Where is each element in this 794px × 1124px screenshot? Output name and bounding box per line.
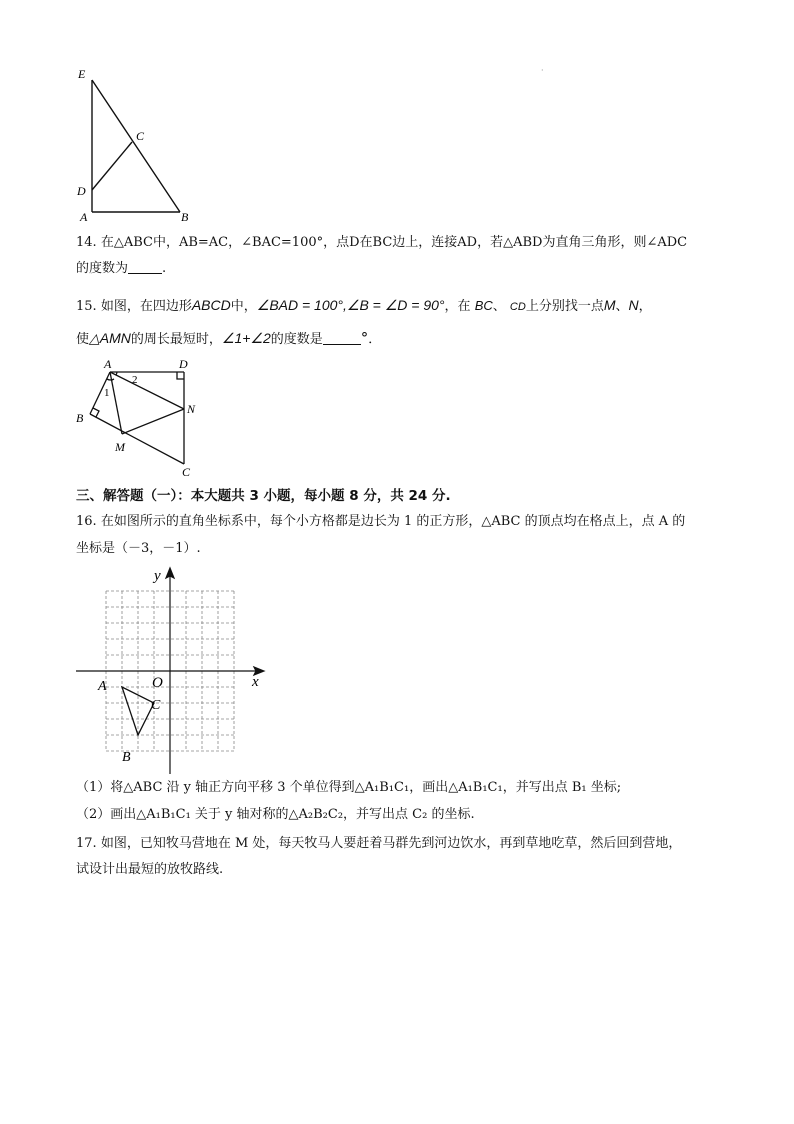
q17-text-1: 如图，已知牧马营地在 M 处，每天牧马人要赶着马群先到河边饮水，再到草地吃草，然后回到营地， <box>100 836 682 851</box>
label-b: B <box>181 210 189 224</box>
q15-angles: ∠BAD = 100°,∠B = ∠D = 90° <box>256 297 445 313</box>
label-m: M <box>115 440 125 454</box>
q15-text-d: 上分别找一点 <box>525 299 604 314</box>
label-e: E <box>78 67 86 81</box>
q16-sub1: （1）将△ABC 沿 y 轴正方向平移 3 个单位得到△A₁B₁C₁，画出△A₁B₁C₁，并写出点 B₁ 坐标; <box>76 780 622 795</box>
q14-line2 <box>76 261 166 277</box>
q17-line2: 试设计出最短的放牧路线. <box>76 862 224 877</box>
q14-end: . <box>162 261 167 276</box>
q15-number: 15. <box>76 299 97 314</box>
q15-sep2: 、 <box>615 299 629 314</box>
q15-degree: ° <box>360 329 369 347</box>
q15-m: M <box>603 297 616 313</box>
segment-eb <box>92 80 180 212</box>
label-a: A <box>104 357 112 371</box>
label-b: B <box>76 411 84 425</box>
q15-sum: ∠1+∠2 <box>221 330 271 346</box>
q15-text-2a: 使 <box>76 332 90 347</box>
label-a: A <box>98 679 107 694</box>
label-c: C <box>151 698 161 713</box>
q15-text-c: ，在 <box>444 299 471 314</box>
angle-arc-1 <box>107 379 114 380</box>
q16-sub2: （2）画出△A₁B₁C₁ 关于 y 轴对称的△A₂B₂C₂，并写出点 C₂ 的坐标. <box>76 807 475 822</box>
q15-answer-blank[interactable] <box>323 332 361 345</box>
label-d: D <box>179 357 188 371</box>
label-d: D <box>77 184 86 198</box>
q16-number: 16. <box>76 514 97 529</box>
right-angle-d <box>177 372 184 379</box>
segment-mn <box>122 409 184 434</box>
q14-answer-blank[interactable] <box>128 261 162 274</box>
q15-cd: CD <box>509 301 526 313</box>
label-c: C <box>136 129 145 143</box>
label-a: A <box>80 210 88 224</box>
q15-line1 <box>76 297 652 315</box>
q15-sep1: 、 <box>492 299 506 314</box>
triangle-figure-top <box>70 64 200 224</box>
q15-text-b: 中， <box>230 299 257 314</box>
segment-dc <box>92 142 132 190</box>
q15-text-a: 如图，在四边形 <box>100 299 192 314</box>
q15-n: N <box>628 297 639 313</box>
stray-dot: · <box>541 66 544 75</box>
label-x: x <box>252 674 259 690</box>
label-origin: O <box>152 675 163 691</box>
label-angle-1: 1 <box>104 387 110 399</box>
label-n: N <box>187 402 196 416</box>
quadrilateral-figure <box>70 352 210 482</box>
y-axis-arrow <box>166 568 174 578</box>
q15-bc: BC <box>474 298 493 313</box>
segment-an <box>110 372 184 409</box>
q16-line2: 坐标是（－3，－1）. <box>76 541 201 556</box>
q14-number: 14. <box>76 235 97 250</box>
section-3-heading: 三、解答题（一）：本大题共 3 小题，每小题 8 分，共 24 分. <box>76 488 451 504</box>
q15-text-2b: 的周长最短时， <box>130 332 222 347</box>
q15-text-e: ， <box>638 299 652 314</box>
edge-bc <box>90 414 184 464</box>
q14-text-2: 的度数为 <box>76 261 129 276</box>
label-y: y <box>154 568 161 584</box>
q17-line1 <box>76 836 681 852</box>
label-angle-2: 2 <box>132 374 138 386</box>
label-b: B <box>122 750 131 765</box>
q14-text-1: 在△ABC中，AB=AC，∠BAC=100°，点D在BC边上，连接AD，若△ABD为直角三角形，则∠ADC <box>100 235 688 250</box>
coordinate-grid-figure <box>70 562 275 784</box>
q14-line1 <box>76 235 687 251</box>
q16-text-1: 在如图所示的直角坐标系中，每个小方格都是边长为 1 的正方形，△ABC 的顶点均在格点上，点 A 的 <box>100 514 686 529</box>
q15-text-2d: ． <box>368 332 382 347</box>
q15-tri: △AMN <box>89 330 131 346</box>
q15-line2 <box>76 330 381 348</box>
q15-text-2c: 的度数是 <box>270 332 323 347</box>
q15-quad: ABCD <box>191 297 231 313</box>
q17-number: 17. <box>76 836 97 851</box>
q16-line1 <box>76 514 685 530</box>
label-c: C <box>182 465 191 479</box>
segment-am <box>110 372 122 434</box>
